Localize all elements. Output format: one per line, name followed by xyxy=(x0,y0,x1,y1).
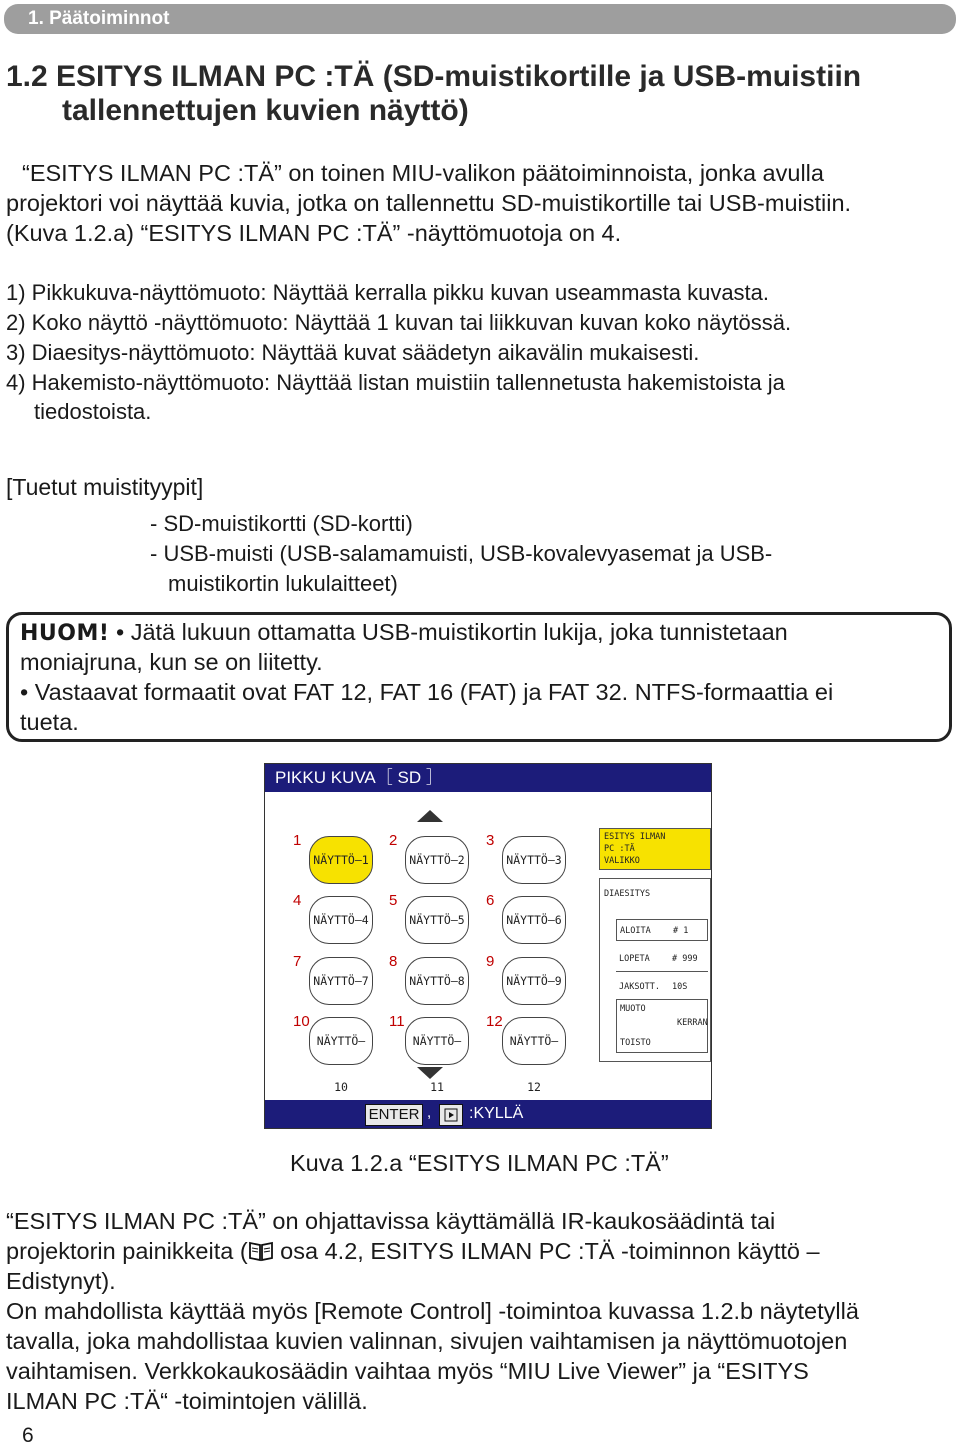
mode-item-2: 2) Koko näyttö -näyttömuoto: Näyttää 1 kuvan tai liikkuvan kuvan koko näytössä. xyxy=(6,310,792,335)
play-key-icon[interactable] xyxy=(439,1104,463,1126)
thumbnail-number: 10 xyxy=(293,1013,310,1030)
end-label: LOPETA xyxy=(619,954,650,964)
repeat-label: TOISTO xyxy=(620,1038,651,1048)
intro-line-1: “ESITYS ILMAN PC :TÄ” on toinen MIU-valikon päätoiminnoista, jonka avulla xyxy=(22,160,824,186)
thumbnail-item[interactable]: NÄYTTÖ–8 xyxy=(405,957,469,1005)
bottom-line-2a: projektorin painikkeita ( xyxy=(6,1238,248,1264)
scroll-up-arrow-icon[interactable] xyxy=(417,810,443,822)
thumbnail-item[interactable]: NÄYTTÖ–10 xyxy=(309,1017,373,1065)
start-value: # 1 xyxy=(673,926,689,936)
thumbnail-item[interactable]: NÄYTTÖ–3 xyxy=(502,836,566,884)
thumbnail-number: 2 xyxy=(389,832,398,849)
thumbnail-item[interactable]: NÄYTTÖ–2 xyxy=(405,836,469,884)
thumbnail-number: 1 xyxy=(293,832,302,849)
supported-item-sd: - SD-muistikortti (SD-kortti) xyxy=(150,511,413,536)
footer-comma: , xyxy=(427,1104,432,1121)
note-text-1: • Jätä lukuun ottamatta USB-muistikortin lukija, joka tunnistetaan xyxy=(115,619,788,645)
slideshow-title: DIAESITYS xyxy=(604,889,651,899)
bottom-line-2b: osa 4.2, ESITYS ILMAN PC :TÄ -toiminnon käyttö – xyxy=(273,1238,820,1264)
thumbnail-item[interactable]: NÄYTTÖ–11 xyxy=(405,1017,469,1065)
menu-button[interactable] xyxy=(599,828,711,870)
bottom-line-4: On mahdollista käyttää myös [Remote Control] -toimintoa kuvassa 1.2.b näytetyllä xyxy=(6,1298,859,1324)
thumbnail-number: 7 xyxy=(293,953,302,970)
figure-header: PIKKU KUVA［ SD ］ xyxy=(265,764,711,792)
mode-item-3: 3) Diaesitys-näyttömuoto: Näyttää kuvat säädetyn aikavälin mukaisesti. xyxy=(6,340,700,365)
mode-item-4-cont: tiedostoista. xyxy=(34,399,152,424)
intro-line-2: projektori voi näyttää kuvia, jotka on tallennettu SD-muistikortille tai USB-muistiin. xyxy=(6,190,852,216)
bottom-line-6: vaihtamisen. Verkkokaukosäädin vaihtaa myös “MIU Live Viewer” ja “ESITYS xyxy=(6,1358,809,1384)
mode-item-1: 1) Pikkukuva-näyttömuoto: Näyttää kerralla pikku kuvan useammasta kuvasta. xyxy=(6,280,770,305)
supported-item-usb-cont: muistikortin lukulaitteet) xyxy=(168,571,398,596)
menu-line-1: ESITYS ILMAN xyxy=(604,832,666,842)
supported-heading: [Tuetut muistityypit] xyxy=(6,474,204,500)
menu-line-3: VALIKKO xyxy=(604,856,640,866)
title-line-2: tallennettujen kuvien näyttö) xyxy=(62,94,469,127)
thumbnail-number: 8 xyxy=(389,953,398,970)
thumbnail-item[interactable]: NÄYTTÖ–1 xyxy=(309,836,373,884)
note-line-3: • Vastaavat formaatit ovat FAT 12, FAT 16 (FAT) ja FAT 32. NTFS-formaattia ei xyxy=(20,679,834,705)
bottom-line-3: Edistynyt). xyxy=(6,1268,116,1294)
figure-footer xyxy=(265,1100,711,1128)
slideshow-panel xyxy=(599,878,711,1062)
bottom-line-1: “ESITYS ILMAN PC :TÄ” on ohjattavissa käyttämällä IR-kaukosäädintä tai xyxy=(6,1208,776,1234)
section-header-label: 1. Päätoiminnot xyxy=(28,8,170,29)
interval-value[interactable]: 10S xyxy=(672,982,688,992)
note-line-1 xyxy=(20,617,788,650)
thumbnail-number: 11 xyxy=(389,1013,405,1030)
mode-value: KERRAN xyxy=(677,1018,708,1028)
thumbnail-item[interactable]: NÄYTTÖ–6 xyxy=(502,896,566,944)
title-line-1: 1.2 ESITYS ILMAN PC :TÄ (SD-muistikortille ja USB-muistiin xyxy=(6,60,862,93)
thumbnail-number: 3 xyxy=(486,832,495,849)
mode-item-4: 4) Hakemisto-näyttömuoto: Näyttää listan muistiin tallennetusta hakemistoista ja xyxy=(6,370,785,395)
thumbnail-screen-figure xyxy=(264,763,712,1129)
thumbnail-number: 4 xyxy=(293,892,302,909)
mode-field[interactable] xyxy=(616,999,708,1053)
bottom-line-2 xyxy=(6,1236,820,1270)
divider xyxy=(616,971,708,972)
thumbnail-item[interactable]: NÄYTTÖ–4 xyxy=(309,896,373,944)
page-title xyxy=(6,60,956,128)
interval-label: JAKSOTT. xyxy=(619,982,660,992)
mode-label: MUOTO xyxy=(620,1004,646,1014)
book-icon xyxy=(248,1239,274,1270)
note-line-2: moniajruna, kun se on liitetty. xyxy=(20,649,323,675)
note-line-4: tueta. xyxy=(20,709,79,735)
bottom-line-7: ILMAN PC :TÄ“ -toimintojen välillä. xyxy=(6,1388,368,1414)
start-label: ALOITA xyxy=(620,926,651,936)
menu-line-2: PC :TÄ xyxy=(604,844,635,854)
thumbnail-item[interactable]: NÄYTTÖ–9 xyxy=(502,957,566,1005)
thumbnail-number: 9 xyxy=(486,953,495,970)
thumbnail-item[interactable]: NÄYTTÖ–12 xyxy=(502,1017,566,1065)
supported-item-usb: - USB-muisti (USB-salamamuisti, USB-kovalevyasemat ja USB- xyxy=(150,541,773,566)
bottom-line-5: tavalla, joka mahdollistaa kuvien valinnan, sivujen vaihtamisen ja näyttömuotojen xyxy=(6,1328,848,1354)
thumbnail-item[interactable]: NÄYTTÖ–7 xyxy=(309,957,373,1005)
page-number: 6 xyxy=(22,1424,34,1447)
thumbnail-number: 12 xyxy=(486,1013,503,1030)
figure-caption: Kuva 1.2.a “ESITYS ILMAN PC :TÄ” xyxy=(290,1150,669,1176)
end-value[interactable]: # 999 xyxy=(672,954,698,964)
enter-key[interactable]: ENTER xyxy=(365,1104,423,1126)
thumbnail-number: 5 xyxy=(389,892,398,909)
scroll-down-arrow-icon[interactable] xyxy=(417,1067,443,1079)
thumbnail-item[interactable]: NÄYTTÖ–5 xyxy=(405,896,469,944)
thumbnail-number: 6 xyxy=(486,892,495,909)
start-field[interactable] xyxy=(616,919,708,941)
intro-line-3: (Kuva 1.2.a) “ESITYS ILMAN PC :TÄ” -näyttömuotoja on 4. xyxy=(6,220,622,246)
footer-yes-label: :KYLLÄ xyxy=(469,1105,524,1122)
note-label: HUOM! xyxy=(20,621,110,646)
